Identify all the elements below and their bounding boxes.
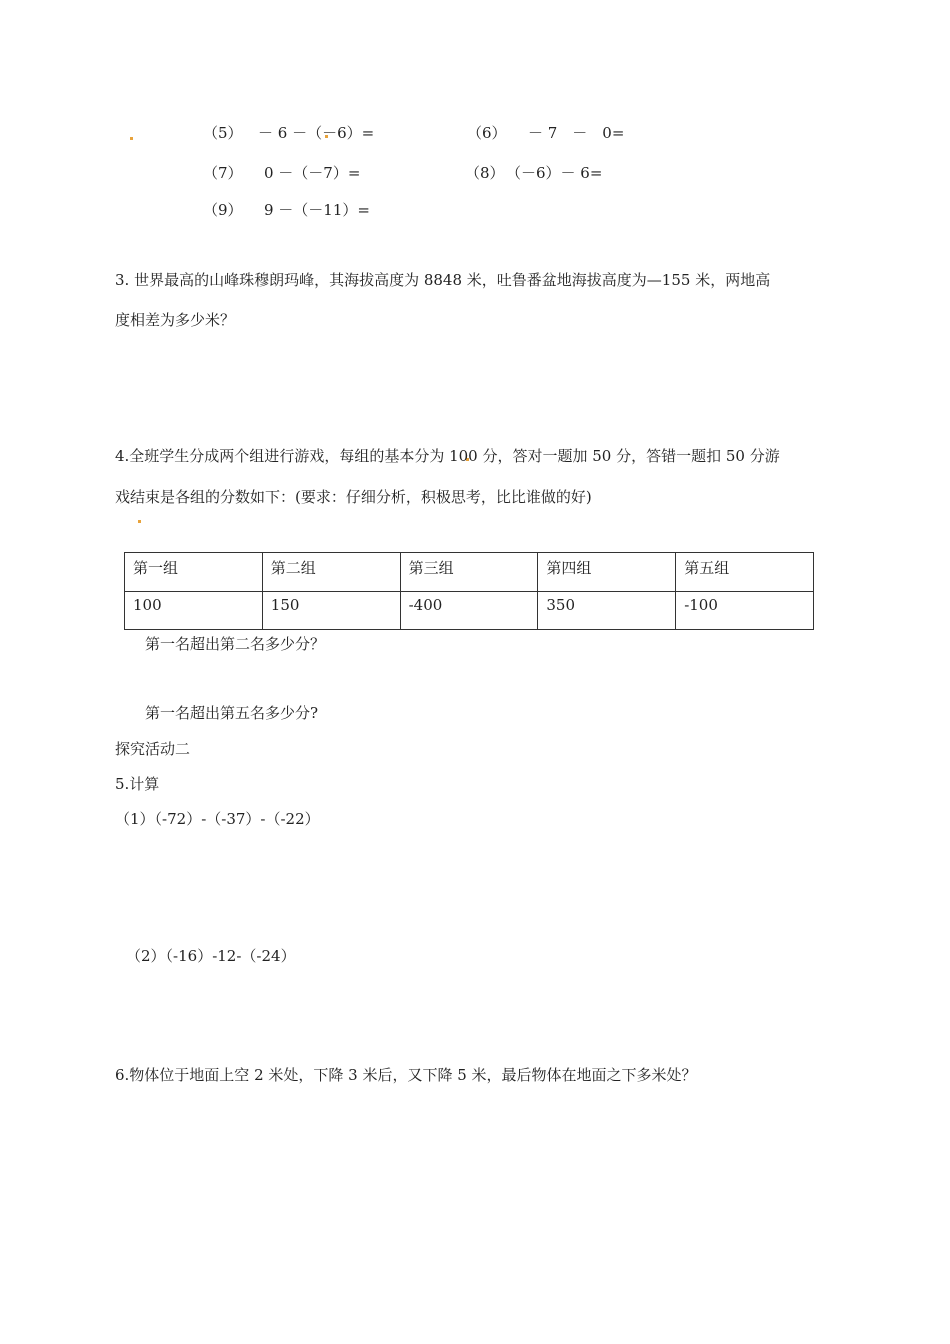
question-5-part1: （1）（-72）-（-37）-（-22） xyxy=(115,810,320,828)
table-header-cell: 第五组 xyxy=(676,553,814,592)
exercise-8-expr: （－6）－ 6= xyxy=(506,164,603,182)
table-cell: 100 xyxy=(125,591,263,630)
table-header-cell: 第二组 xyxy=(262,553,400,592)
question-3-line2: 度相差为多少米？ xyxy=(115,311,236,329)
question-4-line1: 4.全班学生分成两个组进行游戏，每组的基本分为 100 分，答对一题加 50 分，答错一题扣 50 分游 xyxy=(115,447,780,465)
question-3-line1: 3. 世界最高的山峰珠穆朗玛峰，其海拔高度为 8848 米，吐鲁番盆地海拔高度为—155 米，两地高 xyxy=(115,271,771,289)
table-row xyxy=(125,591,814,630)
table-header-cell: 第三组 xyxy=(400,553,538,592)
question-5-part2: （2）（-16）-12-（-24） xyxy=(126,947,296,965)
decorative-dot xyxy=(130,137,133,140)
exercise-8-label: （8） xyxy=(465,164,505,182)
question-6: 6.物体位于地面上空 2 米处，下降 3 米后，又下降 5 米，最后物体在地面之下多米处？ xyxy=(115,1066,697,1084)
exercise-9-expr: 9 －（－11）= xyxy=(264,201,370,219)
exercise-5-expr: － 6 －（－6）= xyxy=(258,124,375,142)
table-row xyxy=(125,553,814,592)
question-4-line2: 戏结束是各组的分数如下：(要求：仔细分析，积极思考，比比谁做的好) xyxy=(115,488,592,506)
table-header-cell: 第一组 xyxy=(125,553,263,592)
table-header-cell: 第四组 xyxy=(538,553,676,592)
question-4-sub2: 第一名超出第五名多少分? xyxy=(145,704,319,722)
question-5-title: 5.计算 xyxy=(115,775,160,793)
exercise-9-label: （9） xyxy=(203,201,243,219)
table-cell: 150 xyxy=(262,591,400,630)
exercise-6-expr: － 7 － 0= xyxy=(528,124,625,142)
exercise-5-label: （5） xyxy=(203,124,243,142)
exercise-7-label: （7） xyxy=(203,164,243,182)
table-cell: -400 xyxy=(400,591,538,630)
decorative-dot xyxy=(138,520,141,523)
question-4-sub1: 第一名超出第二名多少分？ xyxy=(145,635,326,653)
table-cell: 350 xyxy=(538,591,676,630)
section-heading: 探究活动二 xyxy=(115,740,191,758)
table-cell: -100 xyxy=(676,591,814,630)
score-table xyxy=(124,552,814,630)
exercise-7-expr: 0 －（－7）= xyxy=(264,164,361,182)
exercise-6-label: （6） xyxy=(467,124,507,142)
